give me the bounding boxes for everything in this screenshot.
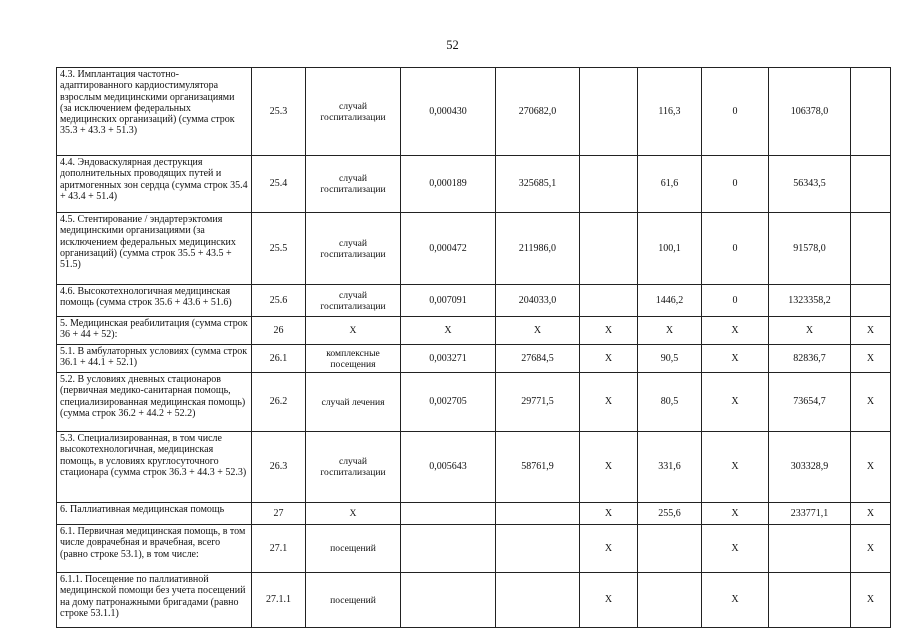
cell-value: 303328,9 bbox=[769, 432, 851, 503]
cell-value: 29771,5 bbox=[496, 373, 580, 432]
cell-value: Х bbox=[851, 573, 891, 628]
page-number: 52 bbox=[446, 38, 459, 52]
row-unit: случай госпитализации bbox=[306, 68, 401, 156]
cell-value: 0 bbox=[702, 285, 769, 317]
cell-value: Х bbox=[580, 503, 638, 525]
cell-value: Х bbox=[702, 503, 769, 525]
row-code: 27.1.1 bbox=[252, 573, 306, 628]
cell-value: 90,5 bbox=[638, 345, 702, 373]
cell-value: Х bbox=[702, 345, 769, 373]
row-unit: случай госпитализации bbox=[306, 432, 401, 503]
row-code: 26 bbox=[252, 317, 306, 345]
cell-value bbox=[496, 525, 580, 573]
table-row bbox=[57, 373, 891, 432]
row-unit: случай лечения bbox=[306, 373, 401, 432]
cell-value: 27684,5 bbox=[496, 345, 580, 373]
cell-value bbox=[401, 503, 496, 525]
row-code: 26.2 bbox=[252, 373, 306, 432]
cell-value: 106378,0 bbox=[769, 68, 851, 156]
cell-value: 0,000189 bbox=[401, 156, 496, 213]
cell-value: Х bbox=[702, 525, 769, 573]
cell-value: Х bbox=[496, 317, 580, 345]
row-unit: случай госпитализации bbox=[306, 213, 401, 285]
row-name: 6.1.1. Посещение по паллиативной медицинской помощи без учета посещений на дому патронажными бригадами (равно строке 53.1.1) bbox=[57, 573, 252, 628]
cell-value: 0,007091 bbox=[401, 285, 496, 317]
cell-value: 56343,5 bbox=[769, 156, 851, 213]
cell-value: Х bbox=[580, 432, 638, 503]
cell-value: 211986,0 bbox=[496, 213, 580, 285]
cell-value: Х bbox=[851, 345, 891, 373]
table-row bbox=[57, 156, 891, 213]
table-row bbox=[57, 432, 891, 503]
row-code: 25.4 bbox=[252, 156, 306, 213]
row-code: 25.6 bbox=[252, 285, 306, 317]
data-table bbox=[56, 67, 891, 628]
table-row bbox=[57, 525, 891, 573]
cell-value: 0,000430 bbox=[401, 68, 496, 156]
cell-value: 0 bbox=[702, 156, 769, 213]
cell-value bbox=[851, 68, 891, 156]
cell-value: Х bbox=[851, 525, 891, 573]
cell-value bbox=[580, 68, 638, 156]
row-unit: посещений bbox=[306, 573, 401, 628]
row-unit: посещений bbox=[306, 525, 401, 573]
cell-value: 325685,1 bbox=[496, 156, 580, 213]
row-unit: случай госпитализации bbox=[306, 285, 401, 317]
row-code: 26.3 bbox=[252, 432, 306, 503]
row-unit: Х bbox=[306, 317, 401, 345]
cell-value: 331,6 bbox=[638, 432, 702, 503]
cell-value bbox=[851, 285, 891, 317]
cell-value: Х bbox=[851, 503, 891, 525]
cell-value: Х bbox=[702, 573, 769, 628]
cell-value: 100,1 bbox=[638, 213, 702, 285]
cell-value bbox=[769, 573, 851, 628]
cell-value: Х bbox=[580, 525, 638, 573]
cell-value: Х bbox=[401, 317, 496, 345]
cell-value bbox=[496, 503, 580, 525]
cell-value: Х bbox=[638, 317, 702, 345]
cell-value: Х bbox=[851, 373, 891, 432]
cell-value: 233771,1 bbox=[769, 503, 851, 525]
cell-value bbox=[401, 525, 496, 573]
cell-value: 82836,7 bbox=[769, 345, 851, 373]
row-unit: случай госпитализации bbox=[306, 156, 401, 213]
cell-value bbox=[638, 525, 702, 573]
table-row bbox=[57, 213, 891, 285]
row-code: 27.1 bbox=[252, 525, 306, 573]
cell-value: 255,6 bbox=[638, 503, 702, 525]
cell-value: Х bbox=[702, 317, 769, 345]
cell-value: Х bbox=[580, 373, 638, 432]
cell-value: Х bbox=[851, 317, 891, 345]
cell-value: Х bbox=[702, 373, 769, 432]
row-code: 25.3 bbox=[252, 68, 306, 156]
row-name: 6. Паллиативная медицинская помощь bbox=[57, 503, 252, 525]
cell-value bbox=[851, 156, 891, 213]
table-row bbox=[57, 345, 891, 373]
row-name: 4.6. Высокотехнологичная медицинская помощь (сумма строк 35.6 + 43.6 + 51.6) bbox=[57, 285, 252, 317]
table-row bbox=[57, 285, 891, 317]
cell-value bbox=[769, 525, 851, 573]
cell-value: 0,005643 bbox=[401, 432, 496, 503]
table-row bbox=[57, 317, 891, 345]
cell-value: 204033,0 bbox=[496, 285, 580, 317]
cell-value: Х bbox=[769, 317, 851, 345]
row-name: 6.1. Первичная медицинская помощь, в том числе доврачебная и врачебная, всего (равно строке 53.1), в том числе: bbox=[57, 525, 252, 573]
cell-value: Х bbox=[851, 432, 891, 503]
cell-value: 0,003271 bbox=[401, 345, 496, 373]
cell-value bbox=[851, 213, 891, 285]
cell-value: 0,000472 bbox=[401, 213, 496, 285]
table-row bbox=[57, 503, 891, 525]
cell-value bbox=[638, 573, 702, 628]
cell-value: Х bbox=[580, 345, 638, 373]
cell-value: 80,5 bbox=[638, 373, 702, 432]
row-name: 5.3. Специализированная, в том числе высокотехнологичная, медицинская помощь, в условиях круглосуточного стационара (сумма строк 36.3 + 44.3 + 52.3) bbox=[57, 432, 252, 503]
row-name: 5.2. В условиях дневных стационаров (первичная медико-санитарная помощь, специализированная медицинская помощь) (сумма строк 36.2 + 44.2 + 52.2) bbox=[57, 373, 252, 432]
cell-value bbox=[401, 573, 496, 628]
row-unit: комплексные посещения bbox=[306, 345, 401, 373]
row-code: 27 bbox=[252, 503, 306, 525]
cell-value: 0 bbox=[702, 213, 769, 285]
cell-value: 58761,9 bbox=[496, 432, 580, 503]
cell-value: 0 bbox=[702, 68, 769, 156]
row-name: 4.4. Эндоваскулярная деструкция дополнительных проводящих путей и аритмогенных зон сердца (сумма строк 35.4 + 43.4 + 51.4) bbox=[57, 156, 252, 213]
cell-value: 0,002705 bbox=[401, 373, 496, 432]
table-row bbox=[57, 573, 891, 628]
cell-value: 61,6 bbox=[638, 156, 702, 213]
cell-value bbox=[580, 156, 638, 213]
cell-value bbox=[580, 213, 638, 285]
cell-value: Х bbox=[702, 432, 769, 503]
row-name: 5.1. В амбулаторных условиях (сумма строк 36.1 + 44.1 + 52.1) bbox=[57, 345, 252, 373]
cell-value: 91578,0 bbox=[769, 213, 851, 285]
row-code: 26.1 bbox=[252, 345, 306, 373]
cell-value: 1323358,2 bbox=[769, 285, 851, 317]
cell-value bbox=[580, 285, 638, 317]
row-name: 5. Медицинская реабилитация (сумма строк 36 + 44 + 52): bbox=[57, 317, 252, 345]
cell-value: 73654,7 bbox=[769, 373, 851, 432]
cell-value bbox=[496, 573, 580, 628]
row-unit: Х bbox=[306, 503, 401, 525]
cell-value: 116,3 bbox=[638, 68, 702, 156]
row-code: 25.5 bbox=[252, 213, 306, 285]
cell-value: 270682,0 bbox=[496, 68, 580, 156]
cell-value: Х bbox=[580, 573, 638, 628]
row-name: 4.3. Имплантация частотно-адаптированного кардиостимулятора взрослым медицинскими организациями (за исключением федеральных медицинских организаций) (сумма строк 35.3 + 43.3 + 51.3) bbox=[57, 68, 252, 156]
cell-value: 1446,2 bbox=[638, 285, 702, 317]
cell-value: Х bbox=[580, 317, 638, 345]
table-row bbox=[57, 68, 891, 156]
row-name: 4.5. Стентирование / эндартерэктомия медицинскими организациями (за исключением федеральных медицинских организаций) (сумма строк 35.5 + 43.5 + 51.5) bbox=[57, 213, 252, 285]
